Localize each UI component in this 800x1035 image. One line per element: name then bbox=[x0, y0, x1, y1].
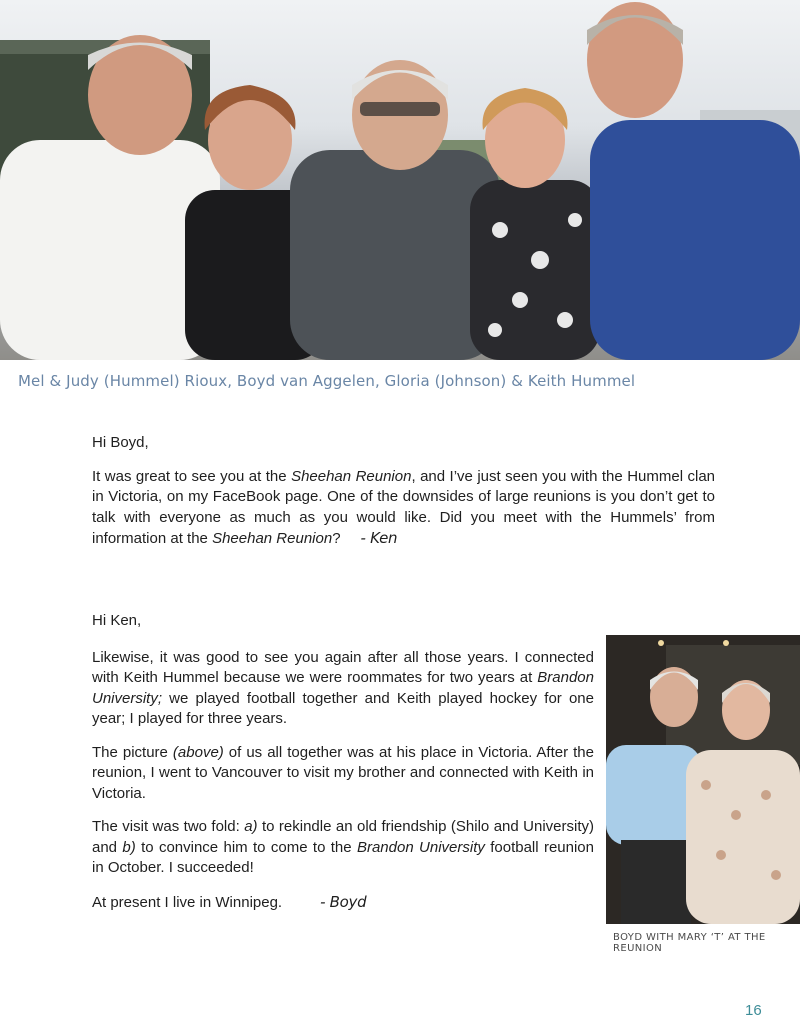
signature-ken: - Ken bbox=[360, 529, 398, 547]
letter-from-boyd bbox=[92, 611, 594, 926]
letter-paragraph: The picture (above) of us all together was at his place in Victoria. After the reunion, I went to Vancouver to visit my brother and connected with Keith in Victoria. bbox=[92, 743, 594, 802]
group-photo bbox=[0, 0, 800, 360]
boyd-and-mary-photo bbox=[606, 635, 800, 924]
photo2-caption: BOYD WITH MARY ‘T’ AT THE REUNION bbox=[613, 932, 766, 954]
greeting: Hi Boyd, bbox=[92, 434, 149, 451]
letter-paragraph: At present I live in Winnipeg. - Boyd bbox=[92, 892, 367, 911]
page-number: 16 bbox=[745, 1002, 762, 1019]
letter-paragraph: The visit was two fold: a) to rekindle an old friendship (Shilo and University) and b) to convince him to come to the Brandon University football reunion in October. I succeeded! bbox=[92, 818, 594, 876]
letter-paragraph: It was great to see you at the Sheehan Reunion, and I’ve just seen you with the Hummel clan in Victoria, on my FaceBook page. One of the downsides of large reunions is you don’t get to talk with everyone as much as you would like. Did you meet with the Hummels’ from information at the Sheehan Reunion? - Ken bbox=[92, 467, 715, 547]
signature-boyd: - Boyd bbox=[320, 892, 367, 911]
letter-paragraph: Likewise, it was good to see you again after all those years. I connected with Keith Hummel because we were roommates for two years at Brandon University; we played football together and Keith played hockey for one year; I played for three years. bbox=[92, 648, 594, 727]
photo-caption: Mel & Judy (Hummel) Rioux, Boyd van Aggelen, Gloria (Johnson) & Keith Hummel bbox=[18, 372, 636, 390]
greeting: Hi Ken, bbox=[92, 612, 142, 629]
letter-from-ken bbox=[92, 433, 715, 563]
